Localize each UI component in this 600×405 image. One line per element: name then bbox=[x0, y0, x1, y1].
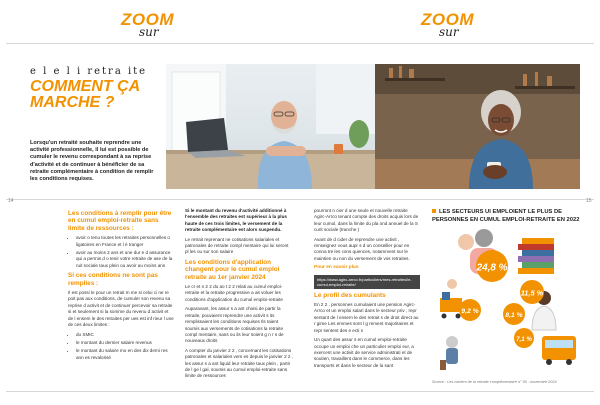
paragraph: Avant de d cider de reprendre une activit , renseignez vous aupr s d un conseiller pour en conna tre les cons quences, notamment sur le maintien ou non du versement de vos retraites. bbox=[314, 236, 410, 261]
column-rules-2024 bbox=[185, 208, 293, 383]
paragraph: pourront n cier d une seule et nouvelle retraite Agirc-Arrco tenant compte des droits acquis lors de leur cumul, dans la limite du pla ond annuel de la S curit sociale (tranche ) bbox=[314, 208, 419, 233]
page-number-right: 15 bbox=[586, 198, 592, 204]
paragraph: Le cr et n 2 2 du ao t 2 2 relati au cumul emploi-retraite et la retraite progressive a ait voluer les conditions d'application du cumul emploi-retraite bbox=[185, 284, 283, 302]
logo-sur-text: sur bbox=[139, 25, 159, 39]
column-conditions bbox=[68, 208, 174, 364]
heading-rules-change-2024: Les conditions d'application changent pour le cumul emploi retraite au 1er janvier 2024 bbox=[185, 258, 280, 281]
infographic-title: LES SECTEURS UI EMPLOIENT LE PLUS DE PERSONNES EN CUMUL EMPLOI-RETRAITE EN 2022 bbox=[432, 209, 580, 223]
shopping-cart-icon bbox=[440, 279, 462, 319]
paragraph: A compter du janvier 2 2 , concernant les cotisations patronales et salariales vers es depuis le janvier 2 2 , les assur s a ant liquid leur retraite taux plein , partir de l ge l gal, soumis au cumul emploi-retraite sans limite de ressources bbox=[185, 347, 294, 379]
paragraph: En 2 2 , personnes cumulaient une pension Agirc-Arrco et un emploi salari dans le secteur priv , repr sentant de l ensem le des retrait s de droit direct au r gime Les emmes sont l g rement majoritaires et repr sentent des e ecti s bbox=[314, 302, 419, 333]
list-item: • le montant du salaire mo en des dix derni res ann es revalorisé bbox=[76, 348, 174, 361]
stat-value: 9,2 % bbox=[461, 308, 479, 316]
paragraph: Il est possi le pour un retrait m me si celui ci ne re poit pas aux conditions, de cumuler son revenu sa reprise d activit et de continuer percevoir sa retraite si et seulement si la somme du revenu d activit et de l ensem le des retraites per ues est inf rieur l une de ces deux limites : bbox=[68, 290, 174, 328]
limits-list bbox=[68, 332, 174, 362]
photo-retiree-laptop bbox=[166, 64, 375, 189]
infographic-sectors bbox=[432, 226, 582, 378]
conditions-list bbox=[68, 235, 174, 269]
divider-bottom bbox=[6, 391, 594, 392]
list-item: • avoir au moins 2 ans et une dur e d assurance qui a permis d o tenir votre retraite de ase de la ruit sociale taux plein ou avoir au moins ans bbox=[76, 250, 174, 269]
stat-value: 24,8 % bbox=[476, 262, 508, 274]
stat-value: 11,5 % bbox=[520, 288, 544, 298]
infographic-source: Source : Les cahiers de la retraite complémentaire n° 50 - novembre 2024 bbox=[432, 380, 557, 384]
column-profile bbox=[314, 208, 420, 372]
article-headline: COMMENT ÇA MARCHE ? bbox=[30, 78, 140, 111]
list-item: • le montant du dernier salaire revenus bbox=[76, 340, 174, 346]
bus-icon bbox=[542, 336, 576, 365]
books-icon bbox=[518, 238, 554, 274]
paragraph: Un quart des assur s en cumul emploi-retraite occupe un emploi che un particulier emploi eur, a exercent une activit de service administrati et de soutien, travaillent dans le commerce, dans les transports et dans le secteur de la sant bbox=[314, 337, 414, 368]
divider-top bbox=[6, 43, 594, 44]
elder-icon bbox=[440, 336, 458, 370]
zoom-sur-logo-right bbox=[421, 10, 479, 42]
heading-conditions-not-met: Si ces conditions ne sont pas remplies : bbox=[68, 272, 158, 287]
page-number-left: 14 bbox=[8, 198, 14, 204]
list-item: • du SMIC bbox=[76, 332, 174, 338]
heading-profile: Le profil des cumulants bbox=[314, 291, 386, 299]
stat-value: 7,1 % bbox=[516, 335, 532, 343]
logo-zoom-text: ZOOM bbox=[121, 10, 174, 29]
logo-sur-text: sur bbox=[439, 25, 459, 39]
divider-middle bbox=[6, 199, 594, 200]
article-kicker: e l e l i retra ite bbox=[30, 66, 148, 77]
agirc-arrco-link[interactable]: https://www.agirc-arrco.fr/particuliers/mes-retraites/le-cumul-emploi-retraite/ bbox=[314, 275, 420, 289]
heading-conditions-without-limit: Les conditions à remplir pour être en cumul emploi-retraite sans limite de ressources : bbox=[68, 210, 172, 232]
list-item: • avoir o tenu toutes les retraites personnelles o ligatoires en France et l é tranger bbox=[76, 235, 174, 248]
bullet-square-icon bbox=[432, 209, 436, 213]
stat-value: 8,1 % bbox=[505, 312, 523, 320]
paragraph: Le retrait reprenant ne cotisations salariales et patronales de retraite compl mentaire qui lui seront pl les ou sur son salaire bbox=[185, 236, 289, 255]
logo-zoom-text: ZOOM bbox=[421, 10, 474, 29]
paragraph: Auparavant, les assur s a ant choisi de partir la retraite, pouvaient reprendre une activit s its remplissaient les conditions requises Ils taient soumis aux versements de cotisations la retraite compl mentaire, sans ou ils leur soient g n r s de nouveaux droits bbox=[185, 306, 284, 344]
zoom-sur-logo-left bbox=[121, 10, 179, 42]
article-lead: Lorsqu'un retraité souhaite reprendre une activité professionnelle, il lui est possible de cumuler le revenu correspondant à sa reprise d'activité et de continuer à bénéficier de sa retraite complémentaire à condition de remplir les conditions requises. bbox=[30, 140, 154, 183]
learn-more-label: Pour en savoir plus bbox=[314, 265, 359, 271]
paragraph-suspension: Si le montant du revenu d'activité additionné à l'ensemble des retraites est supérieur à la plus haute de ces trois limites, le versement de la retraite complémentaire est alors suspendu. bbox=[185, 208, 287, 233]
photo-retiree-workshop bbox=[375, 64, 580, 189]
